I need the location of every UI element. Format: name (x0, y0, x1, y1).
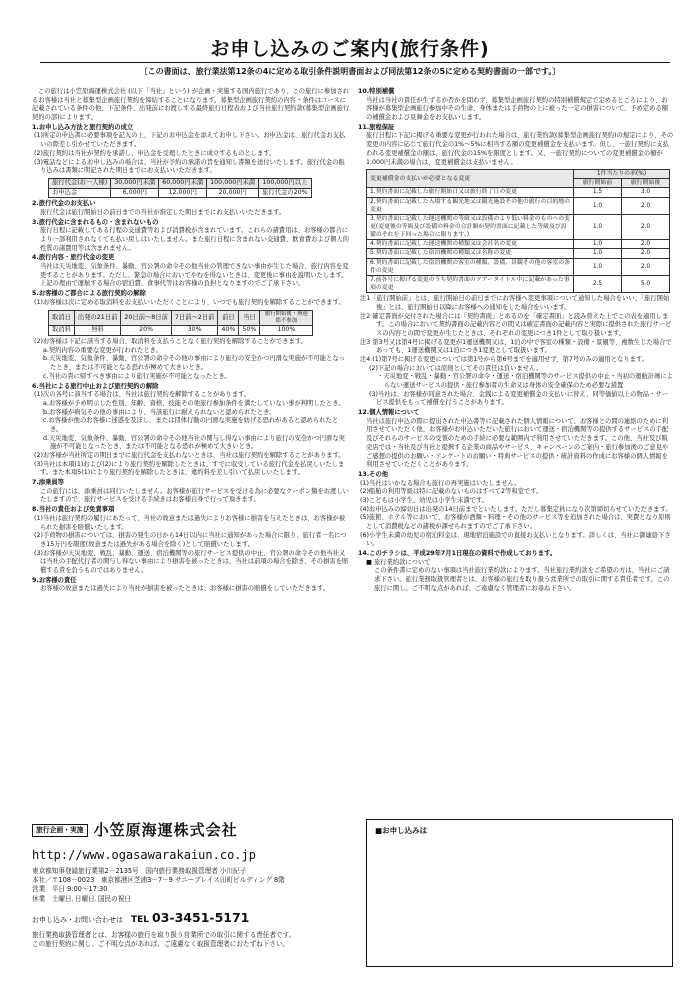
deposit-header-col: 100,000円未満 (207, 178, 259, 188)
section-9-body: お客様の故意または過失により当社が損害を被ったときは、お客様に損害の賠償をしていただきます。 (40, 585, 330, 593)
table-row (367, 258, 670, 275)
deposit-row-label: お申込金 (49, 188, 111, 198)
guarantee-item: 3.契約書面に記載した運送機関の等級又は設備のより低い料金のものへの変更(変更後の等級及び設備の料金の合計額が契約書面に記載した等級及び設備のそれを下回った場合に限ります。) (367, 214, 574, 239)
tel-number: 03-3451-5171 (152, 909, 250, 925)
application-box-label: ■お申し込みは (375, 826, 428, 835)
guarantee-after: 2.0 (622, 258, 670, 275)
section-5-item-1: (1)お客様は次に定める取消料をお支払いいただくことにより、いつでも旅行契約を解除することができます。 (34, 298, 345, 306)
note-1: 注1「旅行開始前」とは、旅行開始日の前日までにお客様へ変更事項について通知した場合をいい、「旅行開始後」とは、旅行開始日以降にお客様への通知をした場合をいいます。 (360, 295, 670, 311)
section-5-heading: 5.お客様のご都合による旅行契約の解除 (32, 290, 146, 298)
footer-note-1: 旅行業務取扱管理者とは、お客様の旅行を取り扱う営業所での取引に関する責任者です。 (32, 931, 296, 940)
section-13-item-2: (2)船舶の利用等級は特に記載のないものはすべて2等和室です。 (360, 488, 543, 496)
guarantee-after: 3.0 (622, 188, 670, 197)
section-1-item-1: (1)所定の申込書に必要事項を記入の上、下記のお申込金を添えてお申し下さい。お申込金は、旅行代金お支払いの際差し引かせていただきます。 (34, 132, 346, 149)
holidays: 休業 土曜日､日曜日､国民の祝日 (32, 894, 131, 903)
cancel-header: 取消日 (49, 310, 75, 326)
section-13-item-4: (4)お申込みの締切日は出発の14日前までといたします。ただし募集定員になり次第締切らせていただきます。 (360, 505, 672, 513)
section-5-item-2a: a.契約内容の重要な変更が行われたとき。 (43, 346, 162, 354)
section-14-subheading: ■ 旅行業約款について (366, 558, 431, 566)
section-6-item-1c: c.お客様が他のお客様に迷惑を及ぼし、または団体行動の円滑な実施を妨げる恐れがあると認められたとき。 (43, 417, 339, 433)
section-9-heading: 9.お客様の責任 (32, 576, 77, 584)
guarantee-after: 5.0 (622, 275, 670, 292)
deposit-header-col: 100,000円以上 (259, 178, 311, 188)
section-10-heading: 10.特別補償 (358, 88, 395, 95)
section-13-item-5: (5)旅館、ホテル等において、お客様が酒類・料理・その他のサービス等を追加された場合は、実費となり原則として消費税などの諸税が課せられますのでご了承下さい。 (360, 514, 671, 531)
contact-row (32, 909, 350, 926)
guarantee-item: 1.契約書面に記載した旅行開始日又は旅行終了日の変更 (367, 188, 574, 197)
deposit-cell: 旅行代金の20% (259, 188, 311, 198)
cancel-header: 7日前～2日前 (171, 310, 218, 326)
section-12-heading: 12.個人情報について (358, 409, 420, 417)
section-6-item-3: (3)当社は本項(1)および(2)により旅行契約を解除したときは、すでに収受している旅行代金を払戻しいたします。また本項5(1)により旅行契約を解除したときは、違約料を差し引いて払戻しいたします。 (34, 460, 345, 477)
itinerary-guarantee-table (366, 169, 670, 293)
section-7-heading: 7.添乗員等 (32, 479, 64, 487)
tel-prefix: TEL (131, 914, 150, 925)
deposit-header-label: 旅行代金(お一人様) (49, 178, 111, 188)
section-1-item-2: (2)旅行契約は当社が契約を承諾し、申込金を受理したときに成立するものとします。 (34, 149, 276, 157)
phone-number[interactable] (131, 909, 249, 926)
section-4-heading: 4.旅行内容・旅行代金の変更 (32, 254, 115, 262)
deposit-table (48, 178, 312, 198)
section-6-item-1: (1)次の各号に該当する場合は、当社は旅行契約を解除することがあります。 (34, 391, 251, 399)
deposit-header-col: 60,000円未満 (159, 178, 207, 188)
page-title: お申し込みのご案内(旅行条件) (210, 38, 490, 60)
guarantee-item: 2.契約書面に記載した入場する観光地又は観光施設その他の旅行の目的地の変更 (367, 197, 574, 214)
table-row (367, 197, 670, 214)
business-hours: 営業 平日 9:00～17:30 (32, 885, 108, 894)
planner-badge: 旅行企画・実施 (32, 824, 88, 837)
cancel-header: 前日 (218, 310, 239, 326)
page-subtitle: 〔この書面は、旅行業法第12条の4に定める取引条件説明書面および同法第12条の5に定める契約書面の一部です。〕 (139, 67, 561, 76)
table-row (367, 188, 670, 197)
guarantee-before: 1.0 (574, 240, 622, 249)
table-row (367, 249, 670, 258)
cancel-fee-table (48, 310, 313, 337)
section-2-heading: 2.旅行代金のお支払い (32, 200, 96, 208)
section-8-heading: 8.当社の責任および免責事項 (32, 506, 115, 514)
section-7-body: この旅行には、添乗員は同行いたしません。お客様が旅行サービスを受ける為に必要なクーポン類をお渡しいたしますので、旅行サービスを受ける手続きはお客様自身で行って頂きます。 (40, 487, 349, 504)
right-column (358, 88, 674, 594)
cancel-cell: 40% (218, 326, 239, 336)
deposit-cell: 6,000円 (111, 188, 159, 198)
title-divider (40, 62, 670, 63)
section-11-heading: 11.旅程保証 (358, 123, 395, 131)
guarantee-header-item: 変更補償金の支払いが必要となる変更 (367, 170, 574, 188)
guarantee-after: 2.0 (622, 240, 670, 249)
guarantee-item: 4.契約書面に記載した運送機関の種類又は会社名の変更 (367, 240, 574, 249)
section-13-item-1: (1)当社はいかなる場合も旅行の再実施はいたしません。 (360, 479, 521, 487)
section-10-body: 当社は当社の責任が生ずるか否かを問わず、募集型企画旅行契約の特別補償規定で定めるところにより、お客様が募集型企画旅行参加中その生命、身体または手荷物の上に被った一定の損害について、予め定める額の補償金および見舞金をお支払いします。 (366, 96, 668, 122)
guarantee-header-after: 旅行開始後 (622, 179, 670, 188)
cancel-header: 出発の21日前 (74, 310, 121, 326)
section-13-heading: 13.その他 (358, 470, 389, 478)
section-14-heading: 14.このチラシは、平成29年7月1日現在の資料で作成しております。 (358, 550, 557, 558)
cancel-header: 当日 (239, 310, 260, 326)
cancel-header: 旅行開始後・無連絡不参加 (260, 310, 313, 326)
guarantee-before: 1.0 (574, 258, 622, 275)
cancel-cell: 無料 (74, 326, 121, 336)
section-13-item-3: (3)こどもは小学生、幼児は小学生未満です。 (360, 496, 489, 504)
table-row (367, 275, 670, 292)
section-3-body: 旅行日程に記載してある行程の交通費等および消費税が含まれています。これらの諸費用は、お客様の都合により一部利用されなくても払い戻しはいたしません。また旅行日程に含まれない交通費、飲食費および個人的性質の諸費用等は含まれません。 (40, 227, 349, 252)
deposit-cell: 12,000円 (159, 188, 207, 198)
section-3-heading: 3.旅行代金に含まれるもの・含まれないもの (32, 218, 159, 226)
company-name: 小笠原海運株式会社 (93, 821, 238, 839)
section-5-item-2b: b.天災地変、気象条件、暴動、官公署の命令その他の事由により旅行の安全かつ円滑な実施が不可能となったとき、または不可能となる恐れが極めて大きいとき。 (43, 355, 345, 372)
guarantee-item: 5.契約書面に記載した宿泊機関の種類又は名称の変更 (367, 249, 574, 258)
guarantee-item: 7.前各号に掲げる変更のうち契約書面のツアータイトル中に記載があった事項の変更 (367, 275, 574, 292)
section-8-item-1: (1)当社は旅行契約の履行にあたって、当社の故意または過失によりお客様に損害を与えたときは、お客様が被られた損害を賠償いたします。 (34, 514, 346, 531)
license-info: 東京都知事登録旅行業第2－2135号 国内旅行業務取扱管理者 小川紀子 (32, 867, 247, 876)
section-13-item-6: (6)小学生未満の幼児の宿泊料金は、現地宿泊施設での直接お支払いとなります。詳しくは、当社に御連絡下さい。 (360, 531, 671, 548)
section-8-item-2: (2)手荷物の損害については、損害の発生の日から14日以内に当社に通知があった場合に限り、旅行者一名につき15万円を限度(故意または過失がある場合を除く)として賠償いたします。 (34, 532, 347, 548)
section-14-body: この条件書に定めのない事項は当社旅行業約款によります。当社旅行業約款をご希望の方は、当社にご請求下さい。旅行業務取扱管理者とは、お客様の旅行を取り扱う営業所での取引に関する責任者です。この旅行に関し、ご不明な点があれば、ご遠慮なく管理者にお尋ね下さい。 (374, 567, 670, 592)
deposit-header-col: 30,000円未満 (111, 178, 159, 188)
section-4-body: 当社は天災地変、気象条件、暴動、官公署の命令その他当社の管理できない事由が生じた場合、旅行内容を変更することがあります。ただし、緊急の場合においてやむを得ないときは、変更後に事由を説明いたします。上記の理由で運航する場合の宿泊費、食事代等はお客様の負担となりますのでご了承下さい。 (40, 263, 349, 288)
table-row (367, 214, 670, 239)
section-6-item-1d: d.天災地変、気象条件、暴動、官公署の命令その他当社の関与し得ない事由により旅行の安全かつ円滑な実施が不可能となったとき、または不可能となる恐れが極めて大きいとき。 (43, 434, 345, 451)
section-2-body: 旅行代金は旅行開始日の前日までの当社が指定した期日までにお支払いいただきます。 (40, 208, 286, 216)
guarantee-after: 2.0 (622, 249, 670, 258)
application-box (366, 819, 673, 967)
deposit-cell: 20,000円 (207, 188, 259, 198)
guarantee-after: 2.0 (622, 197, 670, 214)
section-6-item-1a: a.お客様が予め明示した性別、年齢、資格、技能その他旅行参加条件を満たしていない事が判明したとき。 (43, 399, 345, 407)
cancel-cell: 100% (260, 326, 313, 336)
guarantee-before: 1.0 (574, 249, 622, 258)
guarantee-before: 2.5 (574, 275, 622, 292)
section-6-item-1b: b.お客様が病気その他の事由により、当該旅行に耐えられないと認められたとき。 (43, 408, 276, 416)
section-8-item-3: (3)お客様が天災地変、戦乱、暴動、運送、宿泊機関等の旅行サービス提供の中止、官公署の命令その他当社又は当社の手配代行者の関与し得ない事由により損害を被ったときは、当社は前項の場合を除き、その損害を賠償する責を負うものではありません。 (34, 549, 349, 574)
cancel-header: 20日前～8日前 (121, 310, 172, 326)
cancel-cell: 50% (239, 326, 260, 336)
section-1-heading: 1.お申し込み方法と旅行契約の成立 (32, 123, 134, 131)
guarantee-after: 2.0 (622, 214, 670, 239)
note-4-item-3: (3)当社は、お客様が同意された場合、金銭による変更補償金の支払いに替え、同等価値以上の物品・サービス提供をもって補償を行うことがあります。 (369, 390, 668, 407)
guarantee-header-rate: 1件当たりの率(%) (574, 170, 670, 179)
cancel-row-label: 取消料 (49, 326, 75, 336)
note-4-item-2: (2)下記の場合においては原則としてその責任は負いません。 (369, 364, 543, 372)
table-row (367, 240, 670, 249)
guarantee-item: 6.契約書面に記載した宿泊機関の客室の種類、設備、景観その他の客室の条件の変更 (367, 258, 574, 275)
note-3: 注3 第3号又は第4号に掲げる変更が1運送機関又は、1泊の中で客室の種類・設備・景観等、複数生じた場合であっても、1運送機関又は1泊につき1変更として取扱います。 (360, 338, 672, 355)
section-1-item-3: (3)電話などによるお申し込みの場合は、当社が予約の承諾の旨を通知し書類を送付いたします。旅行代金の振り込みは書類に明記された期日までにお支払いいただきます。 (34, 158, 345, 175)
intro-text: この旅行は小笠原海運株式会社 (以下「当社」という) が企画・実施する国内旅行であり、この旅行に参加されるお客様は当社と募集型企画旅行契約を締結することになります。募集型企画旅行契約の内容・条件はコースに記載されている条件の他、下記条件、出発前にお渡しする最終旅行日程表および当社旅行契約款(募集型企画旅行契約の部)によります。 (32, 88, 350, 122)
note-4-item-2a: ・天災地変・戦乱・暴動・官公署の命令・運送・宿泊機関等のサービス提供の中止・当初の運航計画によらない運送サービスの提供・旅行参加者の生命又は身体の安全確保のため必要な措置 (377, 373, 673, 390)
left-column (32, 88, 350, 594)
guarantee-before: 1.0 (574, 197, 622, 214)
section-5-item-2: (2)お客様は下記に該当する場合、取消料を支払うことなく旅行契約を解除することができます。 (34, 338, 307, 346)
section-5-item-2c: c.当社の責に帰すべき事由により旅行実施が不可能となったとき。 (43, 372, 231, 380)
company-info (32, 820, 350, 949)
note-2: 注2 確定書面が交付された場合には「契約書面」とあるのを「確定書面」と読み替えた上でこの表を適用します。この場合において契約書面の記載内容との間又は確定書面の記載内容と実際に提供された旅行サービスの内容との間で変更が生じたときは、それぞれの変更につき1件として取り扱います。 (360, 312, 672, 337)
company-address: 本社／〒108－0023 東京都港区芝浦3－7－9 サニープレイス田町ビルディング 8階 (32, 876, 285, 885)
guarantee-before: 1.5 (574, 188, 622, 197)
section-12-body: 当社は旅行申込の際に提出された申込書等に記載された個人情報について、お客様との間の連絡のために利用させていただく他、お客様がお申込いただいた旅行において運送・宿泊機関等の提供するサービスの手配及びそれらのサービスの受領のための手続に必要な範囲内で利用させていただきます。この他、当社及び販売店では・当社及び当社と提携する企業の商品やサービス、キャンペーンのご案内・旅行参加後のご意見やご感想の提供のお願い・アンケートのお願い・特典サービスの提供・統計資料の作成にお客様の個人情報を利用させていただくことがあります。 (366, 417, 669, 469)
cancel-cell: 30% (171, 326, 218, 336)
company-url-link[interactable]: http://www.ogasawarakaiun.co.jp (32, 847, 256, 862)
contact-label: お申し込み・お問い合わせは (32, 915, 123, 924)
section-6-heading: 6.当社による旅行中止および旅行契約の解除 (32, 382, 159, 390)
note-4: 注4 (1)第7号に掲げる変更については第1号から第6号までを適用せず、第7号のみの適用となります。 (360, 355, 648, 363)
footer-note-2: この旅行契約に関し、ご不明な点があれば、ご遠慮なく取扱管理者におたずね下さい。 (32, 940, 290, 949)
guarantee-header-before: 旅行開始前 (574, 179, 622, 188)
cancel-cell: 20% (121, 326, 172, 336)
section-11-body: 旅行日程に下記に掲げる重要な変更が行われた場合は、旅行業約款(募集型企画旅行契約)の規定により、その変更の内容に応じて旅行代金の1%～5%に相当する額の変更補償金を支払います。但し、一旅行契約に支払われる変更補償金の額は、旅行代金の15%を限度とします。又、一旅行契約についての変更補償金の額が1,000円未満の場合は、変更補償金は支払いません。 (366, 132, 674, 166)
company-header (32, 820, 350, 841)
guarantee-before: 1.0 (574, 214, 622, 239)
section-6-item-2: (2)お客様が当社所定の期日までに旅行代金を支払わないときは、当社は旅行契約を解除することがあります。 (34, 452, 345, 460)
